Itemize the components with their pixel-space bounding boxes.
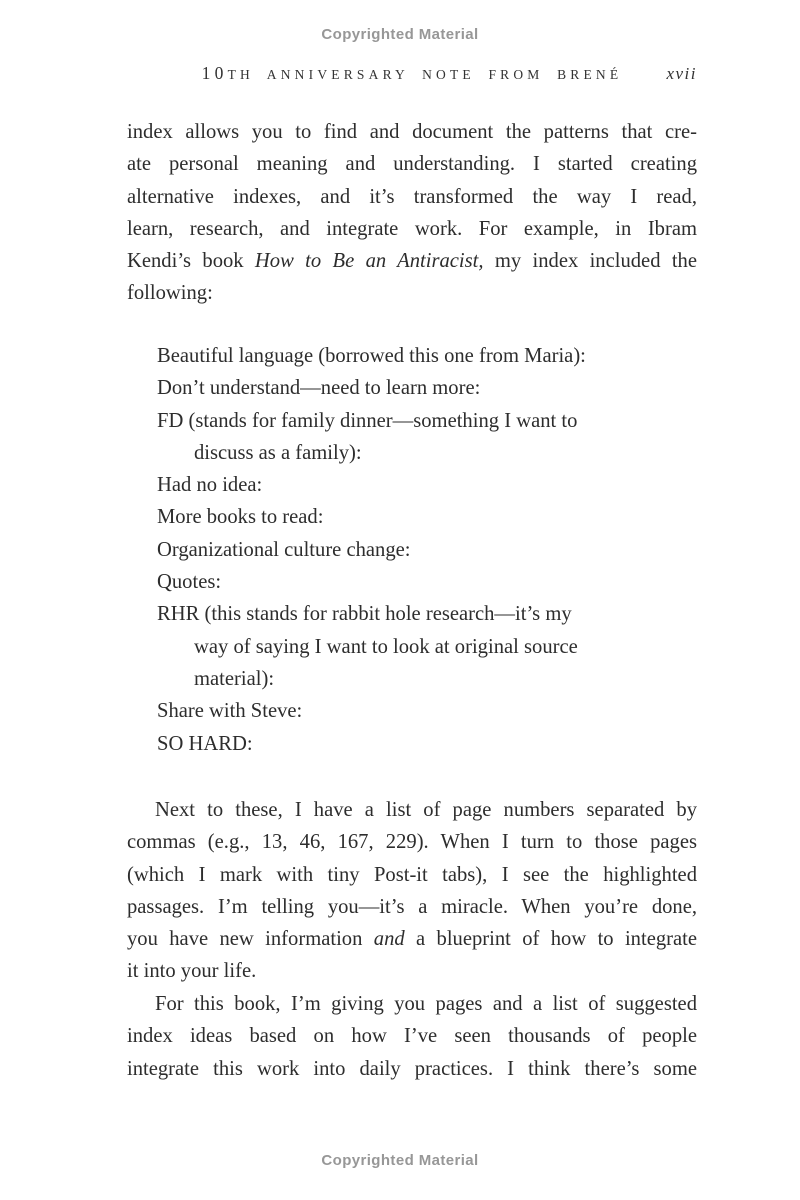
text-run: Quotes:	[157, 571, 222, 594]
text-line	[127, 340, 697, 372]
text-run: Beautiful language (borrowed this one from Maria):	[157, 345, 586, 367]
text-line	[127, 663, 697, 695]
copyright-watermark-bottom: Copyrighted Material	[321, 1152, 479, 1169]
text-run: Share with Steve:	[157, 700, 303, 723]
text-run: ate personal meaning and understanding. I started creating	[127, 153, 697, 176]
text-line	[127, 213, 697, 245]
text-run: a blueprint of how to integrate	[404, 928, 697, 951]
chapter-title	[127, 62, 697, 86]
text-run: Kendi’s book	[127, 250, 255, 273]
text-line	[127, 859, 697, 891]
chapter-title-number: 10	[201, 63, 228, 83]
text-run: passages. I’m telling you—it’s a miracle. When you’re done,	[127, 895, 697, 918]
text-run: integrate this work into daily practices. I think there’s some	[127, 1057, 697, 1080]
text-line	[127, 728, 697, 760]
text-line	[127, 891, 697, 923]
text-run: Next to these, I have a list of page numbers separated by	[155, 799, 697, 821]
text-run: my index included the	[483, 250, 697, 273]
text-run: For this book, I’m giving you pages and a list of suggested	[155, 993, 697, 1015]
text-run: SO HARD:	[157, 732, 253, 755]
text-line	[127, 695, 697, 727]
text-line	[127, 437, 697, 469]
text-line	[127, 245, 697, 277]
text-run: commas (e.g., 13, 46, 167, 229). When I turn to those pages	[127, 831, 697, 854]
text-line	[127, 955, 697, 987]
text-run: Don’t understand—need to learn more:	[157, 377, 481, 400]
text-run: alternative indexes, and it’s transformed the way I read,	[127, 185, 697, 208]
index-entries-list	[127, 340, 697, 760]
text-run: FD (stands for family dinner—something I want to	[157, 409, 578, 432]
text-line	[127, 469, 697, 501]
text-run: material):	[194, 667, 275, 690]
text-run: following:	[127, 282, 213, 305]
paragraph-for-this-book	[127, 988, 697, 1085]
italic-text-run: and	[373, 928, 405, 951]
text-line	[127, 826, 697, 858]
paragraph-page-numbers	[127, 794, 697, 988]
text-run: Had no idea:	[157, 474, 263, 497]
text-run: (which I mark with tiny Post-it tabs), I see the highlighted	[127, 863, 697, 886]
text-run: index ideas based on how I’ve seen thousands of people	[127, 1025, 697, 1048]
text-line	[127, 534, 697, 566]
paragraph-index-intro	[127, 116, 697, 310]
text-line	[127, 566, 697, 598]
text-run: way of saying I want to look at original source	[194, 635, 578, 658]
text-run: index allows you to find and document the patterns that cre-	[127, 121, 697, 143]
text-run: you have new information	[127, 928, 374, 951]
text-line	[127, 598, 697, 630]
text-line	[127, 923, 697, 955]
text-line	[127, 277, 697, 309]
text-line	[127, 116, 697, 148]
text-line	[127, 405, 697, 437]
text-run: RHR (this stands for rabbit hole research—it’s my	[157, 603, 572, 626]
text-run: it into your life.	[127, 960, 257, 983]
text-line	[127, 372, 697, 404]
text-line	[127, 988, 697, 1020]
copyright-watermark-top: Copyrighted Material	[321, 26, 479, 43]
text-run: Organizational culture change:	[157, 538, 411, 561]
text-line	[127, 148, 697, 180]
text-run: learn, research, and integrate work. For example, in Ibram	[127, 217, 697, 240]
chapter-title-text: TH ANNIVERSARY NOTE FROM BRENÉ	[227, 67, 623, 82]
text-line	[127, 501, 697, 533]
running-header	[127, 62, 697, 84]
text-run: More books to read:	[157, 506, 324, 529]
text-line	[127, 181, 697, 213]
italic-text-run: How to Be an Antiracist,	[254, 250, 484, 273]
text-line	[127, 1053, 697, 1085]
text-line	[127, 794, 697, 826]
text-run: discuss as a family):	[194, 441, 362, 464]
page-number: xvii	[666, 64, 697, 83]
text-line	[127, 1020, 697, 1052]
text-line	[127, 631, 697, 663]
